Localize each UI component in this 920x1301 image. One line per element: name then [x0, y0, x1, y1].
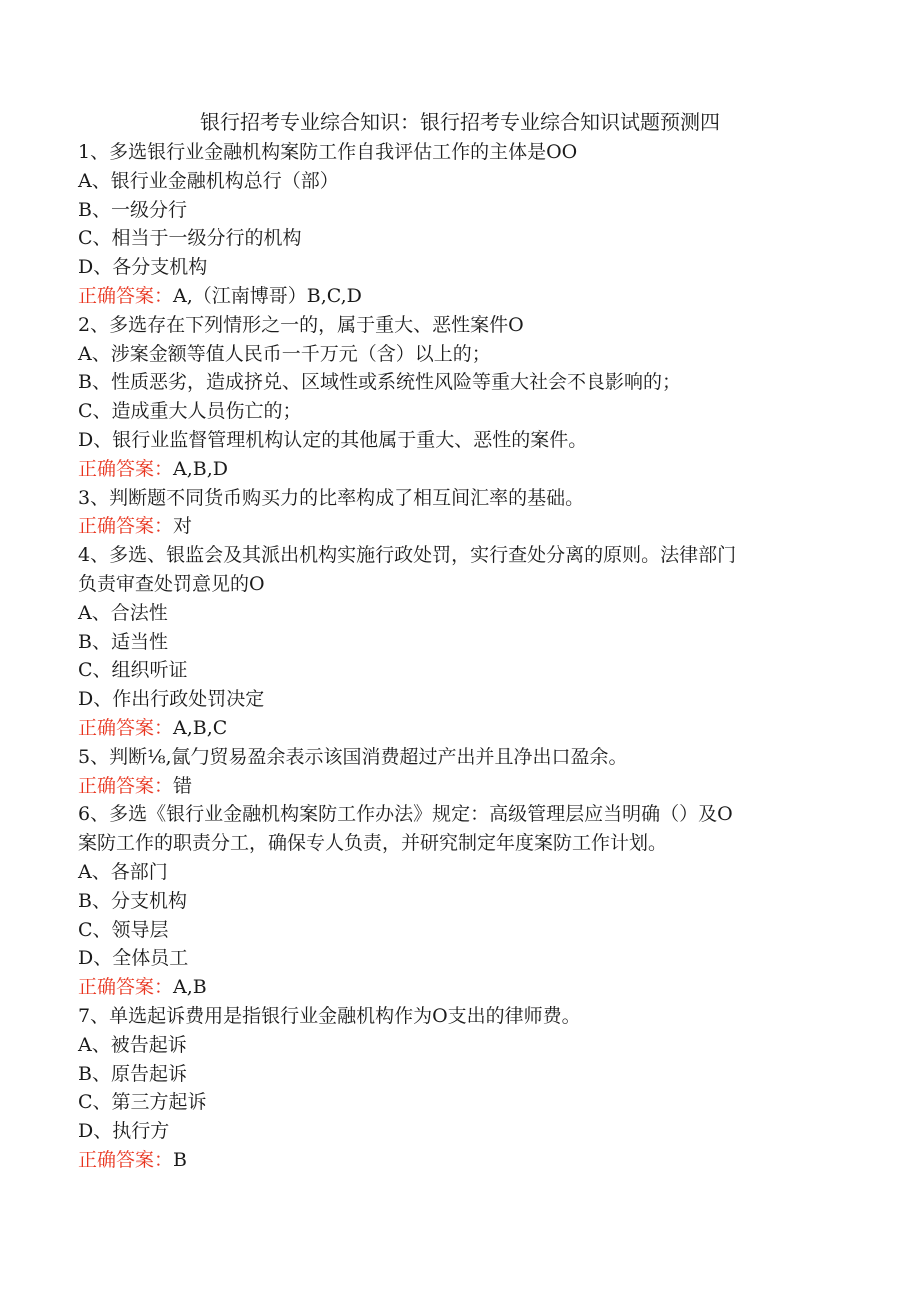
answer-value: A,（江南博哥）B,C,D [173, 284, 362, 307]
answer-line [78, 714, 838, 743]
answer-line [78, 1146, 838, 1175]
answer-line [78, 512, 838, 541]
question-line: B、性质恶劣，造成挤兑、区域性或系统性风险等重大社会不良影响的； [78, 371, 681, 394]
question-line: 7、单选起诉费用是指银行业金融机构作为O支出的律师费。 [78, 1004, 581, 1027]
answer-line [78, 282, 838, 311]
question-line: 4、多选、银监会及其派出机构实施行政处罚，实行查处分离的原则。法律部门 [78, 544, 737, 567]
answer-label: 正确答案： [78, 976, 174, 999]
answer-label: 正确答案： [78, 515, 174, 538]
answer-label: 正确答案： [78, 716, 174, 739]
question-line: A、银行业金融机构总行（部） [78, 169, 339, 192]
question-line: A、合法性 [78, 601, 168, 624]
question-line: 1、多选银行业金融机构案防工作自我评估工作的主体是OO [78, 141, 578, 163]
document-title: 银行招考专业综合知识：银行招考专业综合知识试题预测四 [200, 110, 720, 134]
answer-value: A,B [173, 976, 207, 999]
question-line: B、一级分行 [78, 198, 187, 221]
question-line: C、造成重大人员伤亡的； [78, 400, 302, 423]
question-line: A、各部门 [78, 860, 168, 883]
question-line: D、银行业监督管理机构认定的其他属于重大、恶性的案件。 [78, 428, 588, 451]
answer-value: A,B,D [173, 457, 229, 480]
answer-line [78, 455, 838, 484]
answer-value: 对 [173, 515, 193, 538]
answer-label: 正确答案： [78, 1148, 174, 1171]
question-line: C、第三方起诉 [78, 1091, 207, 1114]
question-line: 案防工作的职责分工，确保专人负责，并研究制定年度案防工作计划。 [78, 832, 668, 855]
question-line: 5、判断⅛,氤勹贸易盈余表示该国消费超过产出并且净出口盈余。 [78, 745, 628, 768]
answer-value: A,B,C [173, 716, 228, 739]
question-line: B、原告起诉 [78, 1062, 187, 1085]
answer-value: 错 [173, 774, 193, 797]
question-line: A、涉案金额等值人民币一千万元（含）以上的； [78, 342, 491, 365]
answer-label: 正确答案： [78, 457, 174, 480]
question-line: C、相当于一级分行的机构 [78, 227, 302, 250]
question-line: B、分支机构 [78, 889, 187, 912]
answer-line [78, 772, 838, 801]
question-line: D、执行方 [78, 1120, 170, 1143]
question-line: B、适当性 [78, 630, 168, 653]
answer-label: 正确答案： [78, 284, 174, 307]
question-line: C、领导层 [78, 918, 169, 941]
question-line: A、被告起诉 [78, 1033, 187, 1056]
question-line: D、各分支机构 [78, 256, 208, 279]
question-line: 6、多选《银行业金融机构案防工作办法》规定：高级管理层应当明确（）及O [78, 803, 733, 826]
answer-value: B [173, 1148, 187, 1171]
question-line: 3、判断题不同货币购买力的比率构成了相互间汇率的基础。 [78, 486, 585, 509]
question-line: 2、多选存在下列情形之一的，属于重大、恶性案件O [78, 313, 524, 336]
question-line: D、全体员工 [78, 947, 189, 970]
question-list [78, 138, 838, 1175]
answer-line [78, 973, 838, 1002]
answer-label: 正确答案： [78, 774, 174, 797]
question-line: D、作出行政处罚决定 [78, 688, 265, 711]
question-line: 负责审查处罚意见的O [78, 572, 265, 595]
question-line: C、组织听证 [78, 659, 188, 682]
